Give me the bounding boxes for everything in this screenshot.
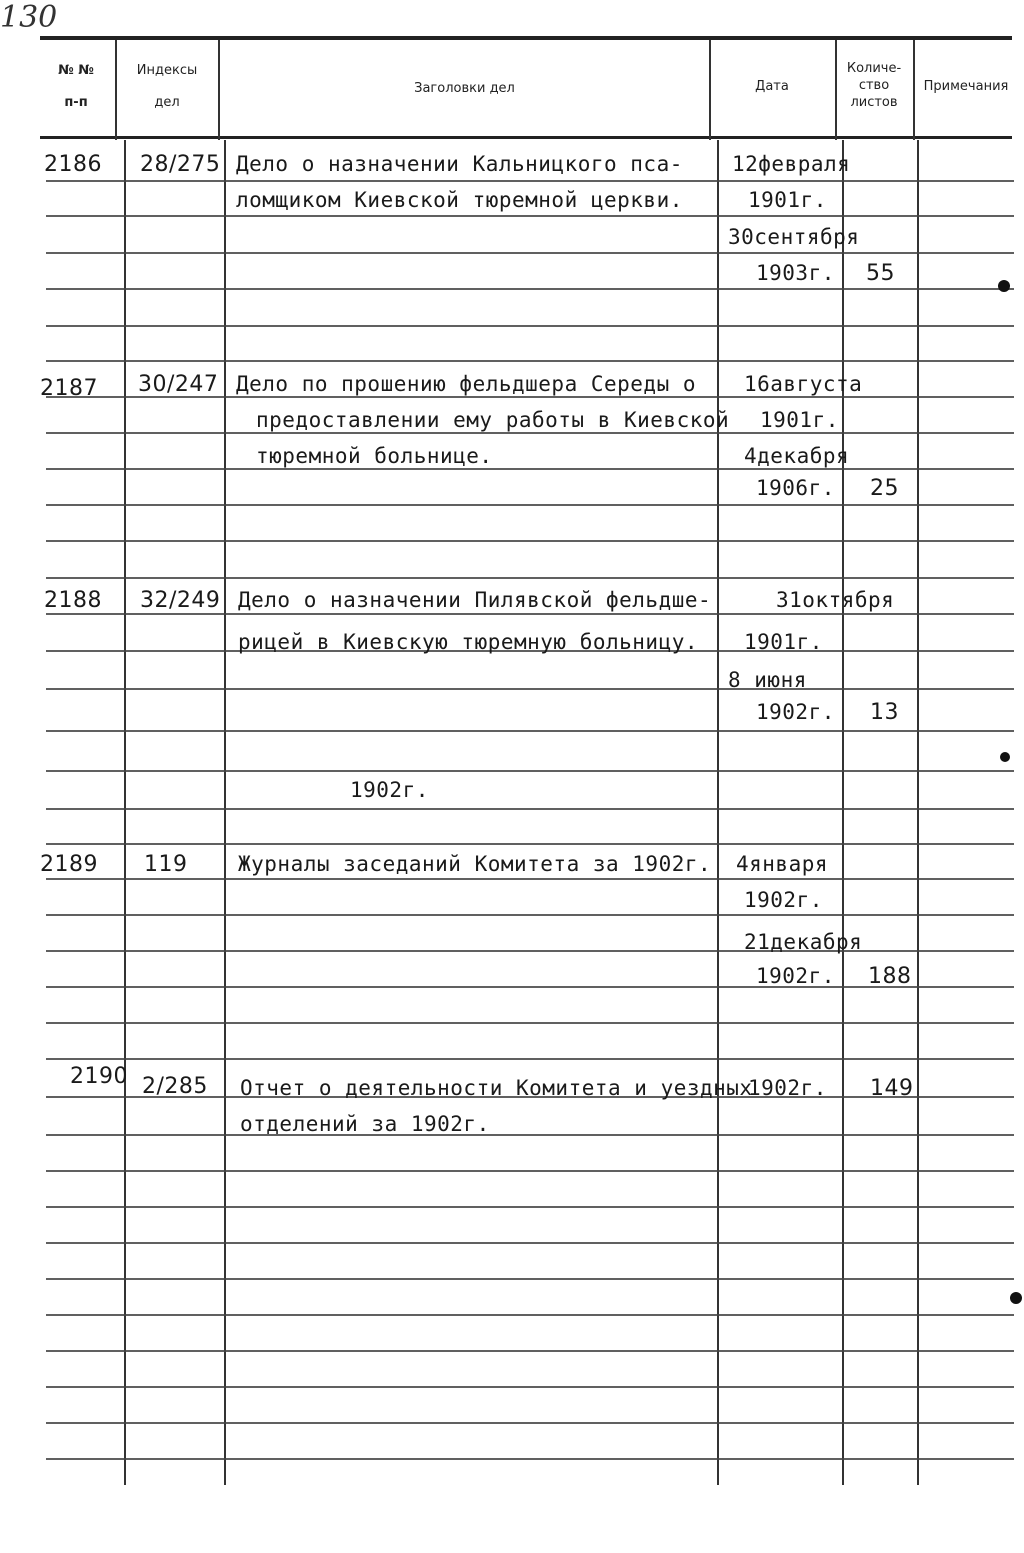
column-divider [124,140,126,1485]
entry-date-line: 16августа [744,372,863,396]
ruled-line [46,1458,1014,1460]
entry-title-line: предоставлении ему работы в Киевской [256,408,730,432]
ruled-line [46,180,1014,182]
ruled-line [46,1058,1014,1060]
punch-mark [1010,1292,1022,1304]
entry-index: 2/285 [142,1074,208,1099]
entry-title-line: ломщиком Киевской тюремной церкви. [236,188,683,212]
punch-mark [998,280,1010,292]
entry-title-line: Отчет о деятельности Комитета и уездных [240,1076,753,1100]
entry-date-line: 1906г. [756,476,835,500]
entry-index: 30/247 [138,372,219,397]
ruled-line [46,1022,1014,1024]
ruled-line [46,770,1014,772]
entry-date-line: 12февраля [732,152,851,176]
ruled-line [46,325,1014,327]
entry-index: 32/249 [140,588,221,613]
entry-sheet-count: 188 [868,964,912,989]
entry-date-line: 30сентября [728,225,860,249]
entry-sheet-count: 13 [870,700,899,725]
ruled-line [46,1206,1014,1208]
entry-date-line: 1903г. [756,261,835,285]
entry-title-line: Дело о назначении Пилявской фельдше- [238,588,712,612]
entry-number: 2189 [40,852,98,877]
header-notes: Примечания [923,79,1009,94]
punch-mark [1000,752,1010,762]
ruled-line [46,878,1014,880]
column-divider [842,140,844,1485]
entry-index: 28/275 [140,152,221,177]
entry-date-line: 1902г. [744,888,823,912]
ruled-line [46,1350,1014,1352]
entry-title-line: Дело по прошению фельдшера Середы о [236,372,697,396]
top-rule [40,36,1012,40]
ruled-line [46,432,1014,434]
ruled-line [46,360,1014,362]
entry-date-line: 8 июня [728,668,807,692]
entry-stray-date: 1902г. [350,778,429,802]
ruled-line [46,613,1014,615]
entry-date-line: 4декабря [744,444,850,468]
ruled-line [46,1242,1014,1244]
entry-date-line: 1901г. [744,630,823,654]
entry-sheet-count: 149 [870,1076,914,1101]
entry-date-line: 1902г. [756,964,835,988]
header-count: Количе- ство листов [846,61,902,110]
ruled-line [46,914,1014,916]
ruled-line [46,688,1014,690]
header-date: Дата [755,79,789,94]
header-titles: Заголовки дел [414,81,515,96]
header-num: № № п-п [58,63,94,110]
entry-date-line: 1901г. [760,408,839,432]
ruled-line [46,577,1014,579]
ruled-line [46,1422,1014,1424]
entry-title-line: Журналы заседаний Комитета за 1902г. [238,852,712,876]
ruled-line [46,215,1014,217]
header-indices: Индексы дел [136,63,198,110]
entry-title-line: Дело о назначении Кальницкого пса- [236,152,683,176]
ruled-line [46,288,1014,290]
ruled-line [46,1134,1014,1136]
ruled-line [46,1278,1014,1280]
entry-number: 2186 [44,152,102,177]
column-divider [709,40,711,140]
ruled-line [46,504,1014,506]
ruled-line [46,540,1014,542]
column-divider [717,140,719,1485]
ruled-line [46,1386,1014,1388]
entry-title-line: тюремной больнице. [256,444,493,468]
ruled-line [46,1170,1014,1172]
column-divider [115,40,117,140]
ruled-line [46,252,1014,254]
ruled-line [46,730,1014,732]
ruled-line [46,1314,1014,1316]
entry-title-line: отделений за 1902г. [240,1112,490,1136]
header-rule [40,136,1012,139]
entry-number: 2187 [40,376,98,401]
entry-number: 2190 [70,1064,128,1089]
page-number: 130 [0,0,58,35]
entry-date-line: 21декабря [744,930,863,954]
entry-date-line: 31октября [776,588,895,612]
ruled-line [46,468,1014,470]
column-divider [218,40,220,140]
entry-date-line: 1902г. [756,700,835,724]
ruled-line [46,843,1014,845]
entry-date-line: 1902г. [748,1076,827,1100]
column-divider [917,140,919,1485]
entry-number: 2188 [44,588,102,613]
entry-sheet-count: 55 [866,261,895,286]
entry-date-line: 1901г. [748,188,827,212]
entry-index: 119 [144,852,188,877]
entry-date-line: 4января [736,852,829,876]
entry-title-line: рицей в Киевскую тюремную больницу. [238,630,699,654]
ruled-line [46,808,1014,810]
entry-sheet-count: 25 [870,476,899,501]
column-divider [224,140,226,1485]
ruled-line [46,950,1014,952]
